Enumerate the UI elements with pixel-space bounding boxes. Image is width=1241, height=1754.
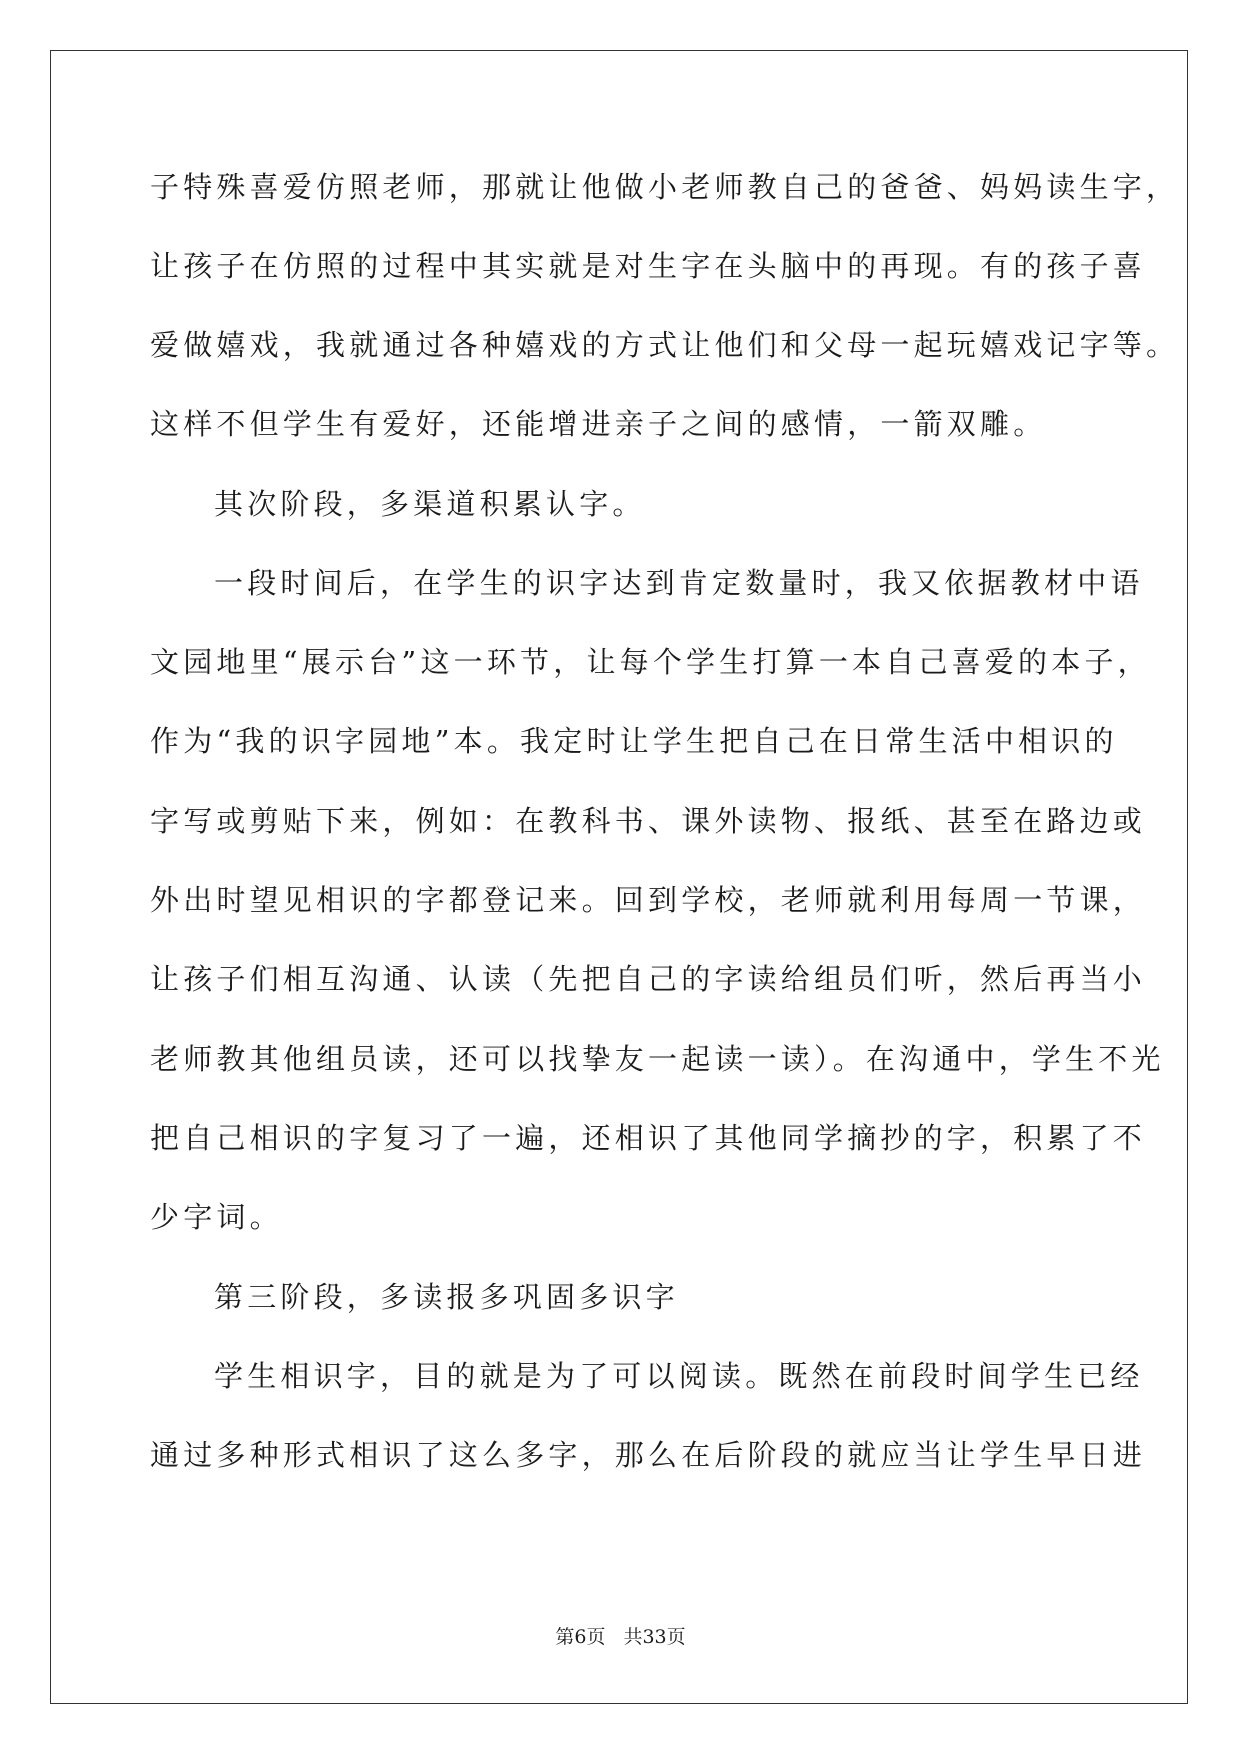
text-line: 老师教其他组员读，还可以找挚友一起读一读）。在沟通中，学生不光 bbox=[150, 1042, 1165, 1076]
page-footer bbox=[0, 1625, 1241, 1649]
text-line: 爱做嬉戏，我就通过各种嬉戏的方式让他们和父母一起玩嬉戏记字等。 bbox=[150, 328, 1180, 362]
text-line: 外出时望见相识的字都登记来。回到学校，老师就利用每周一节课， bbox=[150, 883, 1147, 917]
text-line: 把自己相识的字复习了一遍，还相识了其他同学摘抄的字，积累了不 bbox=[150, 1121, 1147, 1155]
text-line: 让孩子们相互沟通、认读（先把自己的字读给组员们听，然后再当小 bbox=[150, 962, 1147, 996]
section-heading: 其次阶段，多渠道积累认字。 bbox=[214, 487, 646, 521]
page-number: 第6页 bbox=[555, 1626, 606, 1648]
text-line: 一段时间后，在学生的识字达到肯定数量时，我又依据教材中语 bbox=[214, 566, 1144, 600]
section-heading: 第三阶段，多读报多巩固多识字 bbox=[214, 1280, 679, 1314]
text-line: 字写或剪贴下来，例如：在教科书、课外读物、报纸、甚至在路边或 bbox=[150, 804, 1147, 838]
text-line: 通过多种形式相识了这么多字，那么在后阶段的就应当让学生早日进 bbox=[150, 1438, 1147, 1472]
text-line: 学生相识字，目的就是为了可以阅读。既然在前段时间学生已经 bbox=[214, 1359, 1144, 1393]
text-line: 作为“我的识字园地”本。我定时让学生把自己在日常生活中相识的 bbox=[150, 724, 1118, 758]
text-line: 这样不但学生有爱好，还能增进亲子之间的感情，一箭双雕。 bbox=[150, 407, 1047, 441]
text-line: 让孩子在仿照的过程中其实就是对生字在头脑中的再现。有的孩子喜 bbox=[150, 249, 1147, 283]
text-line: 子特殊喜爱仿照老师，那就让他做小老师教自己的爸爸、妈妈读生字， bbox=[150, 170, 1180, 204]
text-line: 文园地里“展示台”这一环节，让每个学生打算一本自己喜爱的本子， bbox=[150, 645, 1151, 679]
text-line: 少字词。 bbox=[150, 1200, 283, 1234]
page-total: 共33页 bbox=[623, 1626, 686, 1648]
